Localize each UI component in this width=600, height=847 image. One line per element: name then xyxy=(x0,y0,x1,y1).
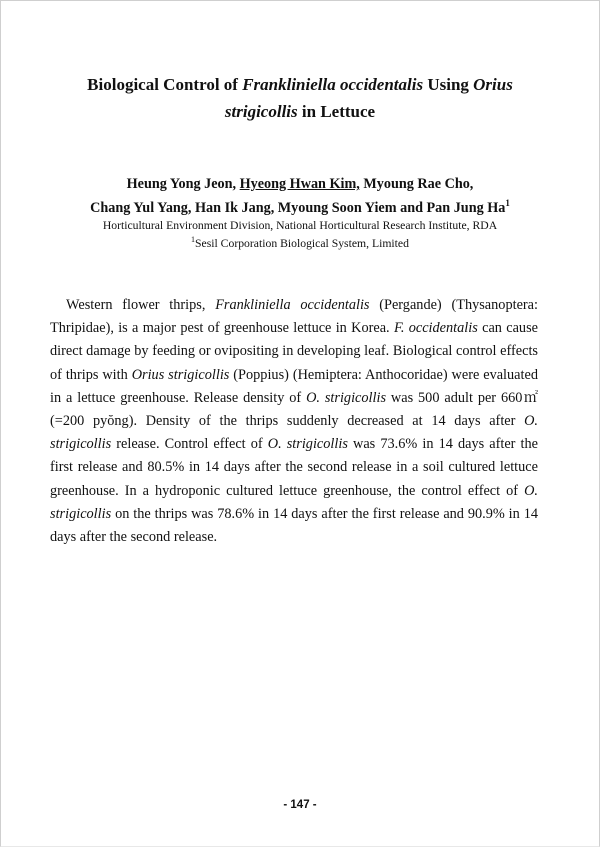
title-part-1: Biological Control of xyxy=(87,75,243,94)
corresponding-author: Hyeong Hwan Kim, xyxy=(239,176,360,192)
authors-line-1-b: Myoung Rae Cho, xyxy=(359,176,474,192)
page-number: - 147 - xyxy=(283,799,317,811)
affiliation-secondary-text: Sesil Corporation Biological System, Limited xyxy=(195,237,409,250)
affiliation-secondary xyxy=(20,236,580,252)
abstract-seg-10: O. strigicollis xyxy=(50,413,538,453)
abstract-seg-15: on the thrips was 78.6% in 14 days after the first release and 90.9% in 14 days after the second release. xyxy=(50,505,538,546)
abstract-seg-05: can cause direct damage by feeding or ovipositing in developing leaf. Biological control effects of thrips with xyxy=(50,320,538,383)
affiliation-mark: 1 xyxy=(191,235,196,244)
abstract-seg-09: was 500 adult per 660㎡ (=200 pyŏng). Density of the thrips suddenly decreased at 14 days after xyxy=(50,389,539,430)
abstract-seg-14: O. strigicollis xyxy=(50,482,538,522)
paper-title xyxy=(30,71,570,125)
abstract-seg-12: O. strigicollis xyxy=(267,436,348,453)
abstract-seg-11: release. Control effect of xyxy=(111,436,268,453)
abstract-seg-04: F. occidentalis xyxy=(393,320,478,337)
title-part-3: in Lettuce xyxy=(297,102,376,121)
author-list xyxy=(20,172,580,220)
affiliation-primary: Horticultural Environment Division, National Horticultural Research Institute, RDA xyxy=(102,219,498,232)
title-species-2: strigicollis xyxy=(224,102,298,121)
abstract-seg-07: (Poppius) (Hemiptera: Anthocoridae) were evaluated in a lettuce greenhouse. Release density of xyxy=(50,366,538,406)
abstract-seg-01: Western flower thrips, xyxy=(66,297,216,313)
title-species-1: Frankliniella occidentalis xyxy=(242,75,424,94)
abstract-seg-02: Frankliniella occidentalis xyxy=(215,297,370,313)
abstract-seg-06: Orius strigicollis xyxy=(131,366,230,383)
author-affiliation-mark: 1 xyxy=(505,198,510,208)
title-genus-2: Orius xyxy=(473,75,513,94)
title-part-2: Using xyxy=(423,75,474,94)
abstract-paragraph xyxy=(50,294,538,549)
abstract-seg-13: was 73.6% in 14 days after the first release and 80.5% in 14 days after the second release in a soil cultured lettuce greenhouse. In a hydroponic cultured lettuce greenhouse, the control effect of xyxy=(50,436,538,499)
abstract-seg-08: O. strigicollis xyxy=(306,389,387,406)
authors-line-2: Chang Yul Yang, Han Ik Jang, Myoung Soon Yiem and Pan Jung Ha xyxy=(90,200,506,216)
abstract-seg-03: (Pergande) (Thysanoptera: Thripidae), is a major pest of greenhouse lettuce in Korea. xyxy=(50,297,538,337)
authors-line-1-a: Heung Yong Jeon, xyxy=(126,176,240,192)
